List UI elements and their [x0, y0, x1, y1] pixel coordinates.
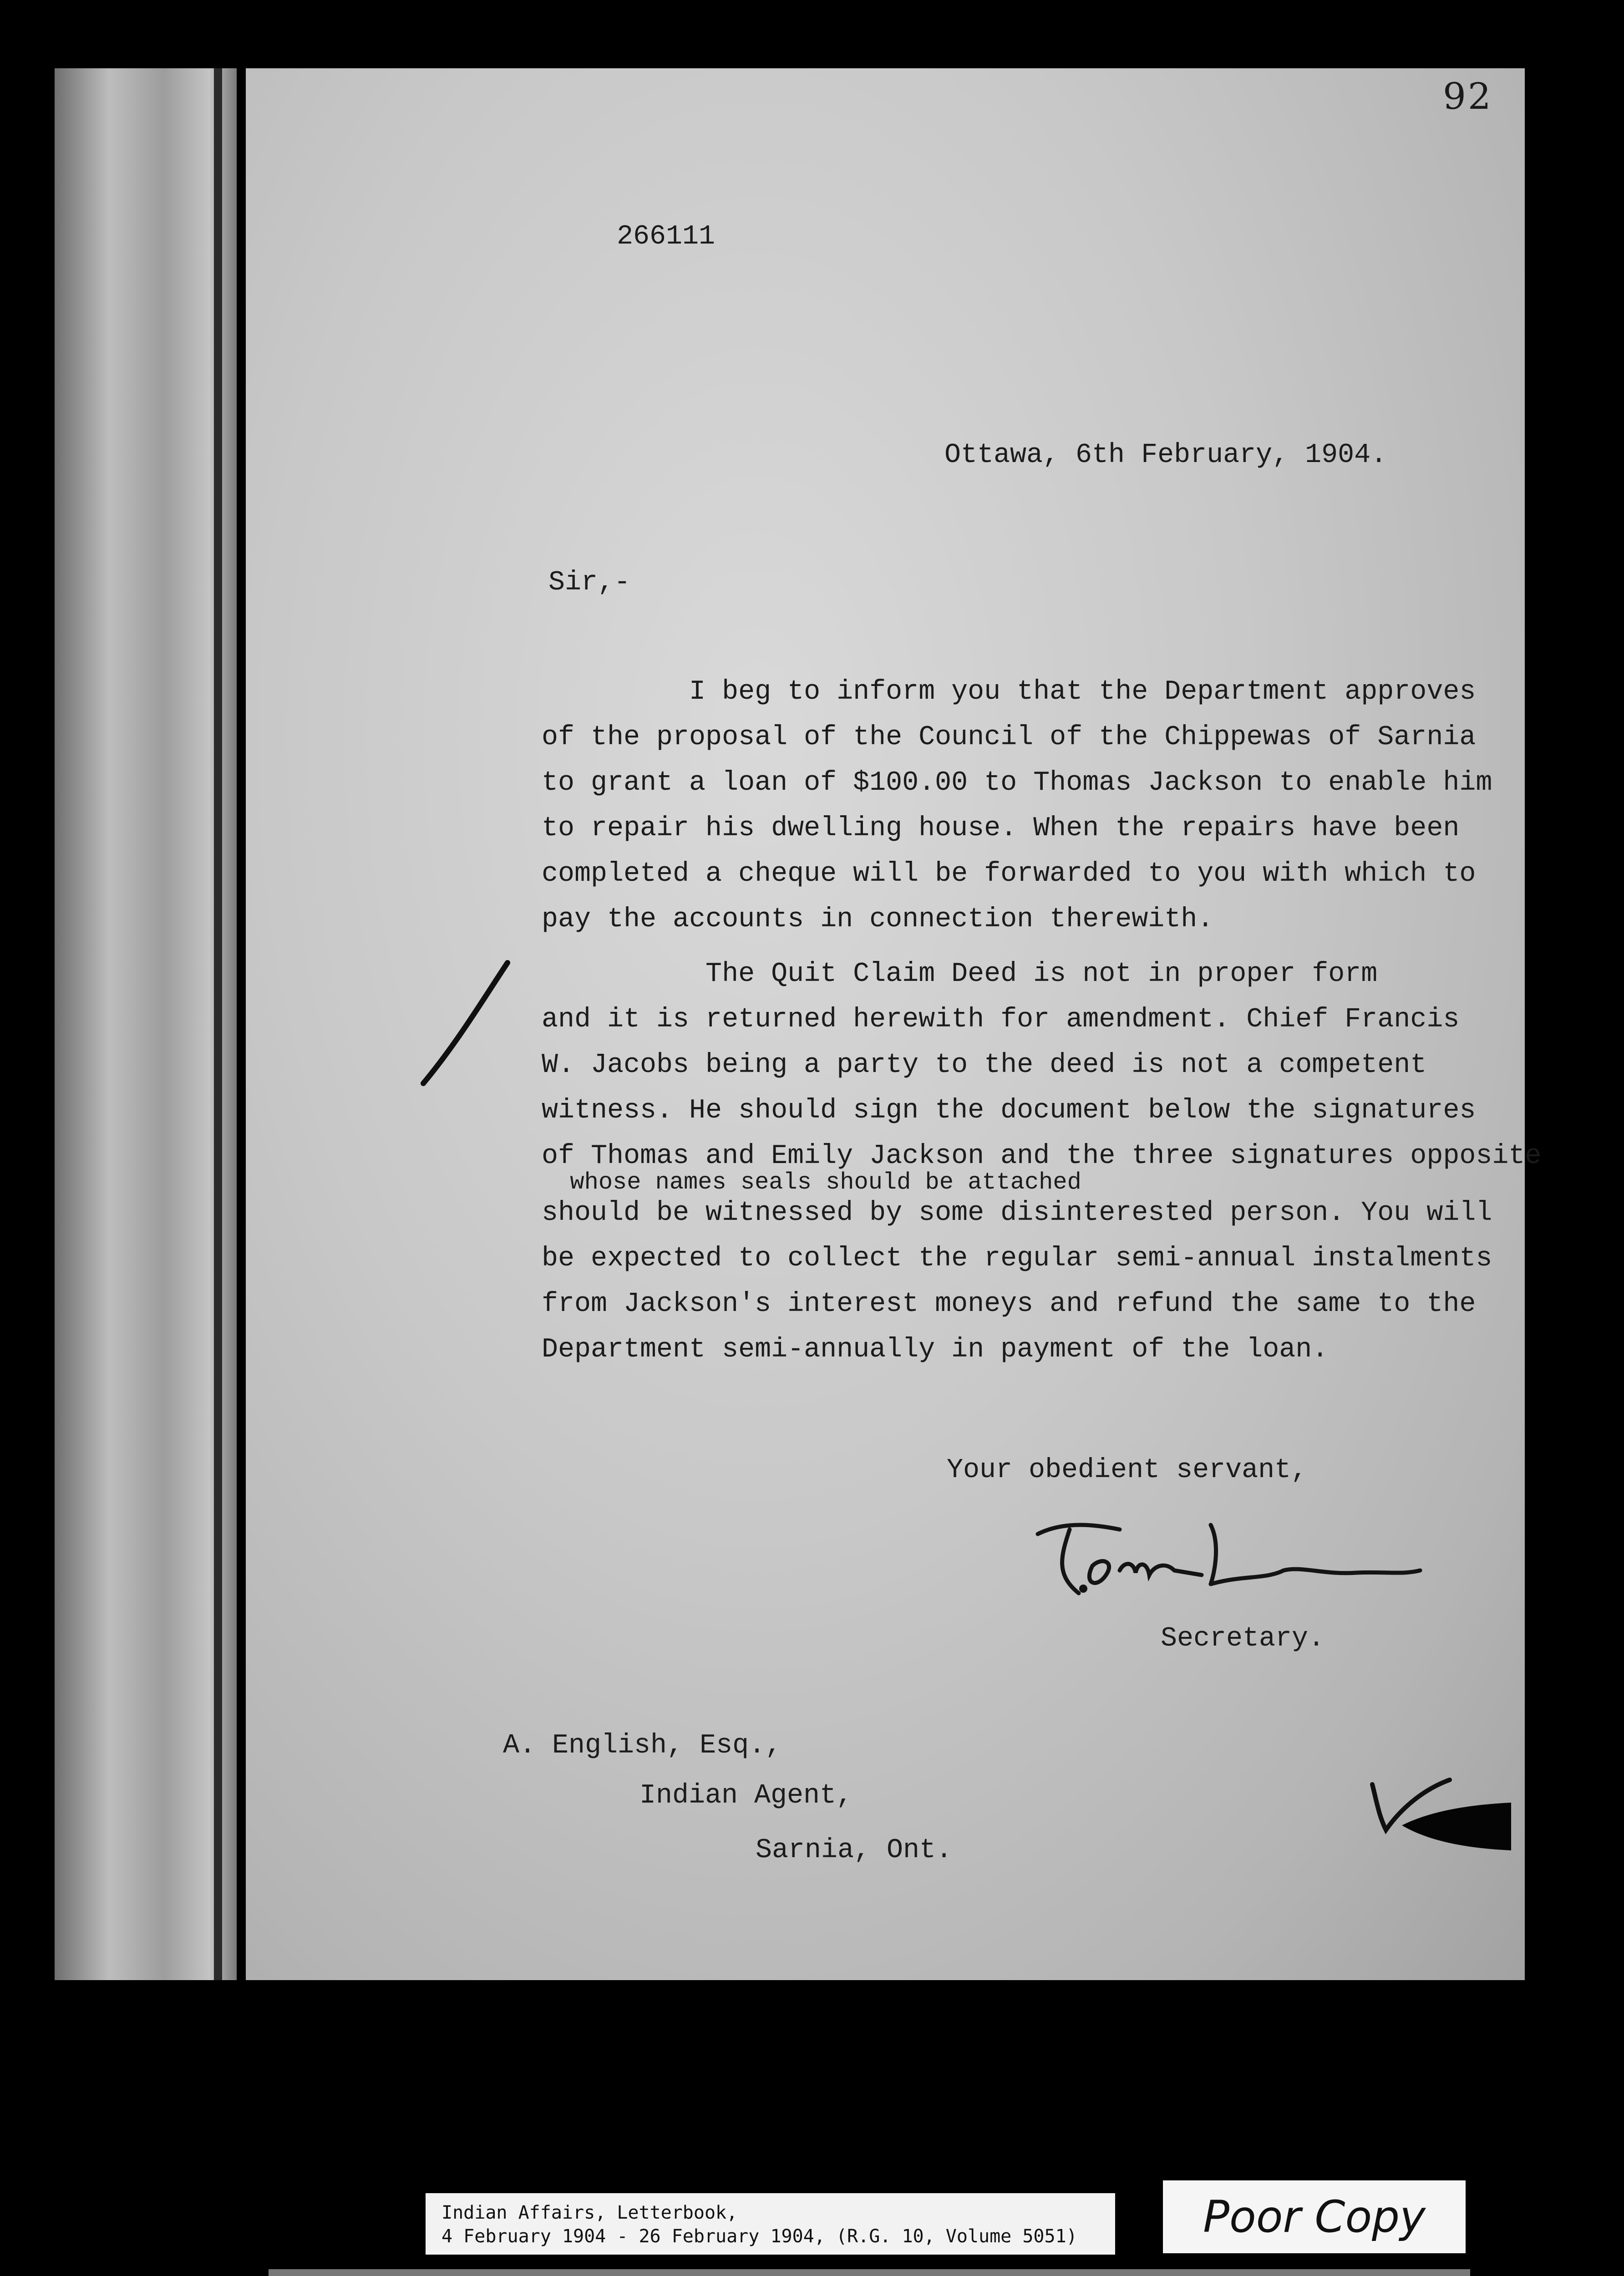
addressee-location: Sarnia, Ont. — [756, 1835, 953, 1866]
body-line: The Quit Claim Deed is not in proper form — [542, 959, 1378, 990]
handwritten-signature — [1029, 1498, 1429, 1616]
folded-page-edge — [55, 68, 237, 1980]
pen-slash-mark — [416, 956, 517, 1092]
signature-title: Secretary. — [1161, 1623, 1325, 1654]
closing: Your obedient servant, — [947, 1455, 1308, 1486]
page-marker-tab — [1402, 1798, 1511, 1857]
body-line: of the proposal of the Council of the Chippewas of Sarnia — [542, 722, 1476, 753]
body-line: pay the accounts in connection therewith. — [542, 904, 1214, 935]
slip-line: Indian Affairs, Letterbook, — [442, 2202, 738, 2223]
salutation: Sir,- — [548, 567, 631, 598]
body-line: completed a cheque will be forwarded to you with which to — [542, 859, 1476, 889]
body-line: be expected to collect the regular semi-annual instalments — [542, 1243, 1492, 1274]
addressee-name: A. English, Esq., — [503, 1730, 782, 1761]
body-line: Department semi-annually in payment of the loan. — [542, 1334, 1329, 1365]
archive-plate — [269, 2269, 1470, 2276]
body-line: and it is returned herewith for amendment. Chief Francis — [542, 1004, 1460, 1035]
body-line-insertion: whose names seals should be attached — [542, 1169, 1081, 1196]
body-line: W. Jacobs being a party to the deed is not a competent — [542, 1050, 1427, 1081]
dateline: Ottawa, 6th February, 1904. — [944, 440, 1387, 471]
body-line: of Thomas and Emily Jackson and the three signatures opposite — [542, 1141, 1542, 1172]
archive-label-slip — [426, 2193, 1115, 2255]
body-line: from Jackson's interest moneys and refund the same to the — [542, 1289, 1476, 1320]
body-line: to repair his dwelling house. When the repairs have been — [542, 813, 1460, 844]
body-line: witness. He should sign the document below the signatures — [542, 1095, 1476, 1126]
page-gutter-shadow — [214, 68, 222, 1980]
body-line: to grant a loan of $100.00 to Thomas Jackson to enable him — [542, 767, 1492, 798]
page-number: 92 — [1443, 75, 1493, 117]
body-line: I beg to inform you that the Department approves — [542, 676, 1476, 707]
body-line: should be witnessed by some disinterested person. You will — [542, 1198, 1492, 1229]
slip-line: 4 February 1904 - 26 February 1904, (R.G. 10, Volume 5051) — [442, 2226, 1077, 2247]
addressee-title: Indian Agent, — [639, 1780, 853, 1811]
reference-number: 266111 — [617, 221, 716, 252]
poor-copy-note: Poor Copy — [1163, 2180, 1466, 2253]
